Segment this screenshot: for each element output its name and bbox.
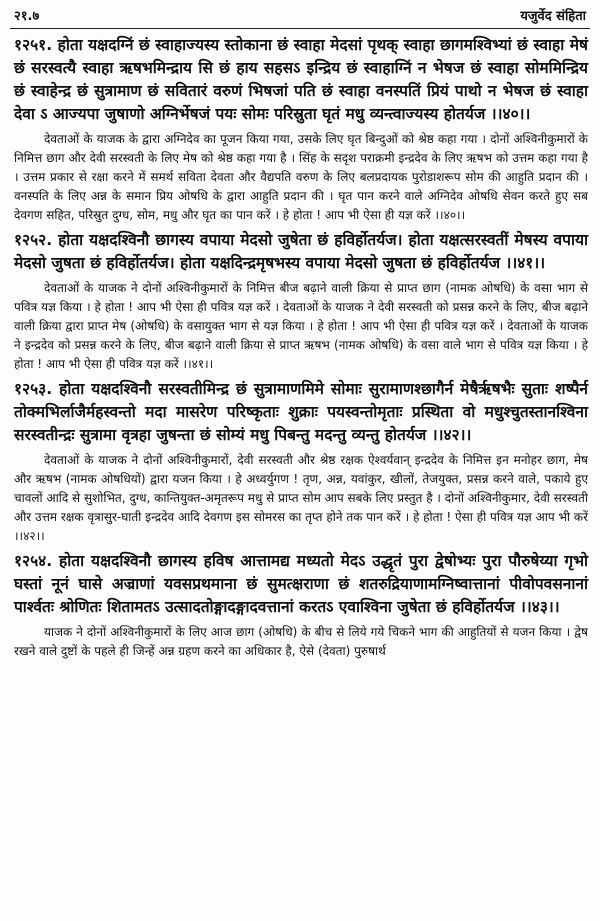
translation-41: देवताओं के याजक ने दोनों अश्विनीकुमारों के निमित्त बीज बढ़ाने वाली क्रिया से प्राप्त छाग (नामक ओषधि) के वसा भाग से पवित्र यज्ञ किया । हे होता ! आप भी ऐसा ही पवित्र यज्ञ करें । देवताओं के याजक ने देवी सरस्वती को प्रसन्न करने के लिए, बीज बढ़ाने वाली क्रिया द्वारा प्राप्त मेष (ओषधि) के वसायुक्त भाग से यज्ञ किया । हे होता ! आप भी ऐसा ही पवित्र यज्ञ करें । देवताओं के याजक ने इन्द्रदेव को प्रसन्न करने के लिए, बीज बढ़ाने वाली क्रिया से प्राप्त ऋषभ (नामक ओषधि) के वसा वाले भाग से पवित्र यज्ञ किया । हे होता ! आप भी ऐसा ही पवित्र यज्ञ करें ।।४१।। [14, 281, 588, 371]
translation-42: देवताओं के याजक ने दोनों अश्विनीकुमारों, देवी सरस्वती और श्रेष्ठ रक्षक ऐश्वर्यवान् इन्द्रदेव के निमित्त इन मनोहर छाग, मेष और ऋषभ (नामक ओषधियों) द्वारा यजन किया । हे अध्वर्युगण ! तृण, अन्न, यवांकुर, खीलों, तेजयुक्त, प्रसन्न करने वाले, पकाये हुए चावलों आदि से सुशोभित, दुग्ध, कान्तियुक्त-अमृतरूप मधु से प्राप्त सोम आप सबके लिए प्रस्तुत है । दोनों अश्विनीकुमार, देवी सरस्वती और उत्तम रक्षक वृत्रासुर-घाती इन्द्रदेव आदि देवगण इस सोमरस का तृप्त होने तक पान करें । हे होता ! ऐसा ही पवित्र यज्ञ आप भी करें ।।४२।। [14, 453, 588, 543]
translation-43: याजक ने दोनों अश्विनीकुमारों के लिए आज छाग (ओषधि) के बीच से लिये गये चिकने भाग की आहुतियों से यजन किया । द्वेष रखने वाले दुष्टों के पहले ही जिन्हें अन्न ग्रहण करने का अधिकार है, ऐसे (देवता) पुरुषार्थ [14, 625, 588, 658]
verse-1254: १२५४. होता यक्षदश्विनौ छागस्य हविष आत्तामद्य मध्यतो मेदऽ उद्धृतं पुरा द्वेषोभ्यः पुरा पौरुषेय्या गृभो घस्तां नूनं घासे अज्राणां यवसप्रथमाना छं सुमत्क्षराणा छं शतरुद्रियाणामग्निष्वात्तानां पीवोपवसनानां पार्श्वतः श्रोणितः शितामतऽ उत्सादतोङ्गादङ्गादवत्तानां करतऽ एवाश्विना जुषेता छं हविर्होतर्यज ।।४३।। [14, 552, 588, 616]
page-body [14, 34, 588, 665]
header-divider [10, 28, 590, 29]
book-title: यजुर्वेद संहिता [520, 9, 586, 24]
page-number: २१.७ [14, 9, 40, 24]
verse-1252: १२५२. होता यक्षदश्विनौ छागस्य वपाया मेदसो जुषेता छं हविर्होतर्यज। होता यक्षत्सरस्वतीं मेषस्य वपाया मेदसो जुषता छं हविर्होतर्यज। होता यक्षदिन्द्रमृषभस्य वपाया मेदसो जुषता छं हविर्होतर्यज ।।४१।। [14, 231, 588, 272]
page-header [14, 6, 586, 28]
verse-1251: १२५१. होता यक्षदग्निं छं स्वाहाज्यस्य स्तोकाना छं स्वाहा मेदसां पृथक् स्वाहा छागमश्विभ्यां छं स्वाहा मेषं छं सरस्वत्यै स्वाहा ऋषभमिन्द्राय सि छं हाय सहसऽ इन्द्रिय छं स्वाहाग्निं न भेषज छं स्वाहा सोममिन्द्रिय छं स्वाहेन्द्र छं सुत्रामाण छं सवितारं वरुणं भिषजां पति छं स्वाहा वनस्पतिं प्रियं पाथो न भेषज छं स्वाहा देवा ऽ आज्यपा जुषाणो अग्निर्भेषजं पयः सोमः परिस्रुता घृतं मधु व्यन्त्वाज्यस्य होतर्यज ।।४०।। [14, 36, 588, 123]
verse-1253: १२५३. होता यक्षदश्विनौ सरस्वतीमिन्द्र छं सुत्रामाणमिमे सोमाः सुरामाणश्छागैर्न मेषैर्ऋषभैः सुताः शष्पैर्न तोक्मभिर्लाजैर्महस्वन्तो मदा मासरेण परिष्कृताः शुक्राः पयस्वन्तोमृताः प्रस्थिता वो मधुश्चुतस्तानश्विना सरस्वतीन्द्रः सुत्रामा वृत्रहा जुषन्ता छं सोम्यं मधु पिबन्तु मदन्तु व्यन्तु होतर्यज ।।४२।। [14, 380, 588, 444]
translation-40: देवताओं के याजक के द्वारा अग्निदेव का पूजन किया गया, उसके लिए घृत बिन्दुओं को श्रेष्ठ कहा गया । दोनों अश्विनीकुमारों के निमित्त छाग और देवी सरस्वती के लिए मेष को श्रेष्ठ कहा गया है । सिंह के सदृश पराक्रमी इन्द्रदेव के लिए ऋषभ को उत्तम कहा गया है । उत्तम प्रकार से रक्षा करने में समर्थ सविता देवता और वैद्यपति वरुण के लिए बलप्रदायक पुरोडाशरूप सोम की आहुति प्रदान की । वनस्पति के लिए अन्न के समान प्रिय ओषधि के द्वारा आहुति प्रदान की । घृत पान करने वाले अग्निदेव ओषधि सेवन करते हुए सब देवगण सहित, परिस्रुत दुग्ध, सोम, मधु और घृत का पान करें । हे होता ! आप भी ऐसा ही यज्ञ करें ।।४०।। [14, 132, 588, 222]
